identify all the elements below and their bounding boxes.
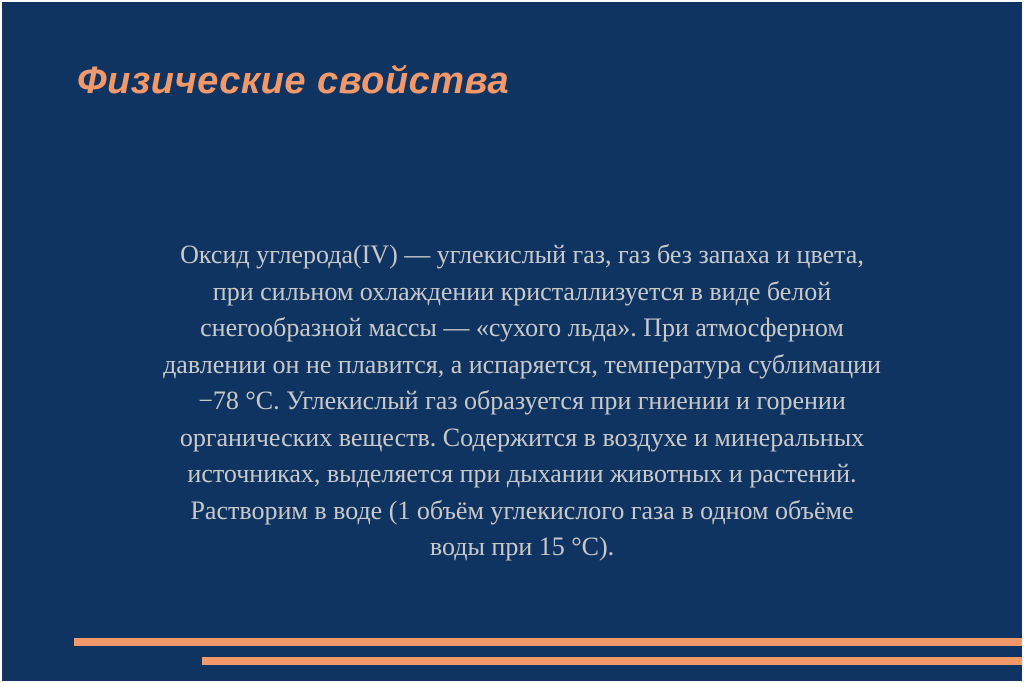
slide [2, 2, 1022, 681]
accent-rule-top [74, 638, 1022, 646]
body-line: −78 °C. Углекислый газ образуется при гниении и горении [198, 386, 846, 415]
slide-title: Физические свойства [77, 60, 510, 102]
body-line: при сильном охлаждении кристаллизуется в виде белой [212, 276, 832, 306]
slide-body-text [62, 237, 982, 566]
body-line: источниках, выделяется при дыхании животных и растений. [187, 459, 857, 488]
body-line: давлении он не плавится, а испаряется, температура сублимации [163, 349, 881, 379]
body-line: снегообразной массы — «сухого льда». При атмосферном [200, 313, 844, 342]
body-line: воды при 15 °C). [429, 532, 615, 561]
body-line: органических веществ. Содержится в воздухе и минеральных [179, 422, 865, 452]
accent-rule-bottom [202, 657, 1022, 665]
body-line: Растворим в воде (1 объём углекислого газа в одном объёме [190, 495, 854, 525]
body-line: Оксид углерода(IV) — углекислый газ, газ без запаха и цвета, [180, 240, 864, 269]
